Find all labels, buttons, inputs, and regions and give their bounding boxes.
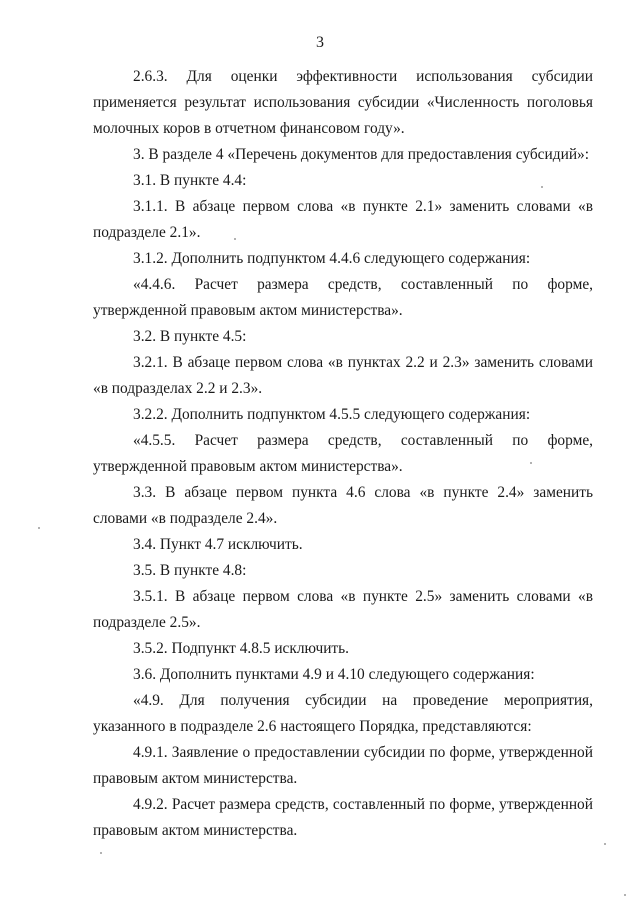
scan-speck <box>100 852 102 854</box>
paragraph-3-5-2: 3.5.2. Подпункт 4.8.5 исключить. <box>133 640 350 657</box>
paragraph-3-2-1: 3.2.1. В абзаце первом слова «в пунктах 2.2 и 2.3» заменить словами «в подразделах 2.2 и 2.3». <box>93 354 593 397</box>
paragraph-3-6: 3.6. Дополнить пунктами 4.9 и 4.10 следующего содержания: <box>133 666 535 683</box>
scan-speck <box>530 462 532 464</box>
paragraph-2-6-3: 2.6.3. Для оценки эффективности использования субсидии применяется результат использования субсидии «Численность поголовья молочных коров в отчетном финансовом году». <box>93 68 593 137</box>
paragraph-4-5-5: «4.5.5. Расчет размера средств, составленный по форме, утвержденной правовым актом министерства». <box>93 432 593 475</box>
paragraph-3-3: 3.3. В абзаце первом пункта 4.6 слова «в пункте 2.4» заменить словами «в подразделе 2.4». <box>93 484 593 527</box>
scan-speck <box>234 238 236 240</box>
paragraph-4-9-2: 4.9.2. Расчет размера средств, составленный по форме, утвержденной правовым актом министерства. <box>93 796 593 839</box>
page-number: 3 <box>316 34 324 51</box>
paragraph-3: 3. В разделе 4 «Перечень документов для предоставления субсидий»: <box>133 146 590 163</box>
document-body <box>93 64 593 844</box>
paragraph-4-4-6: «4.4.6. Расчет размера средств, составленный по форме, утвержденной правовым актом министерства». <box>93 276 593 319</box>
scan-speck <box>541 186 543 188</box>
paragraph-3-5-1: 3.5.1. В абзаце первом слова «в пункте 2.5» заменить словами «в подразделе 2.5». <box>93 588 593 631</box>
scan-speck <box>38 527 40 529</box>
paragraph-4-9-1: 4.9.1. Заявление о предоставлении субсидии по форме, утвержденной правовым актом министерства. <box>93 744 593 787</box>
scan-speck <box>604 843 606 845</box>
paragraph-3-1: 3.1. В пункте 4.4: <box>133 172 247 189</box>
paragraph-3-5: 3.5. В пункте 4.8: <box>133 562 247 579</box>
paragraph-3-1-1: 3.1.1. В абзаце первом слова «в пункте 2.1» заменить словами «в подразделе 2.1». <box>93 198 593 241</box>
scan-speck <box>624 894 626 896</box>
paragraph-3-4: 3.4. Пункт 4.7 исключить. <box>133 536 303 553</box>
paragraph-3-2-2: 3.2.2. Дополнить подпунктом 4.5.5 следующего содержания: <box>133 406 531 423</box>
paragraph-4-9: «4.9. Для получения субсидии на проведение мероприятия, указанного в подразделе 2.6 настоящего Порядка, представляются: <box>93 692 593 735</box>
paragraph-3-1-2: 3.1.2. Дополнить подпунктом 4.4.6 следующего содержания: <box>133 250 531 267</box>
paragraph-3-2: 3.2. В пункте 4.5: <box>133 328 247 345</box>
